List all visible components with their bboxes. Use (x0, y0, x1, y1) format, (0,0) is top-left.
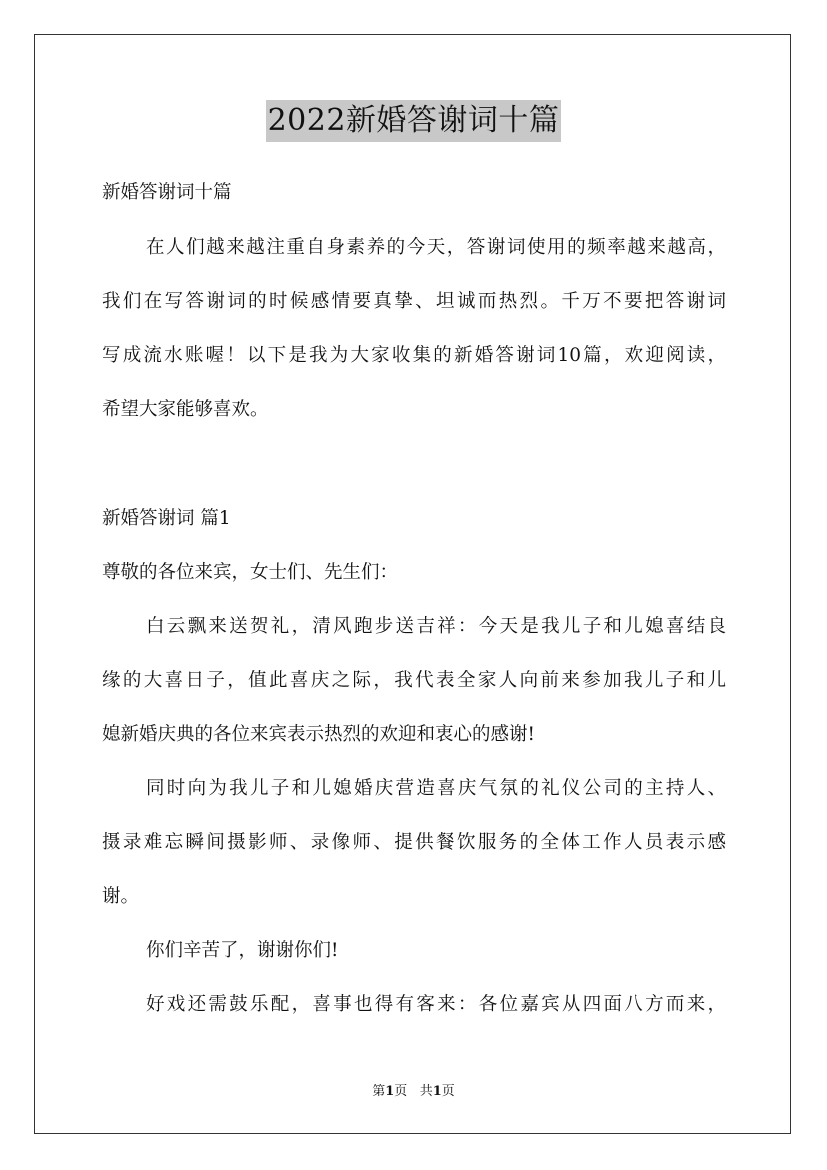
footer-total-number: 1 (432, 1084, 442, 1099)
para1-line-2: 缘的大喜日子，值此喜庆之际，我代表全家人向前来参加我儿子和儿 (102, 670, 726, 691)
page-footer (0, 1084, 827, 1100)
para1-line-3: 媳新婚庆典的各位来宾表示热烈的欢迎和衷心的感谢! (102, 724, 535, 745)
para2-line-3: 谢。 (102, 886, 140, 907)
para2-line-2: 摄录难忘瞬间摄影师、录像师、提供餐饮服务的全体工作人员表示感 (102, 832, 726, 853)
intro-line-3: 写成流水账喔！以下是我为大家收集的新婚答谢词10篇，欢迎阅读， (102, 345, 726, 366)
intro-line-1: 在人们越来越注重自身素养的今天，答谢词使用的频率越来越高， (146, 237, 726, 258)
salutation: 尊敬的各位来宾，女士们、先生们： (102, 562, 399, 583)
section-heading: 新婚答谢词 篇1 (102, 508, 231, 529)
footer-total-prefix: 共 (419, 1084, 433, 1099)
para1-line-1: 白云飘来送贺礼，清风跑步送吉祥：今天是我儿子和儿媳喜结良 (146, 616, 726, 637)
document-title: 2022新婚答谢词十篇 (266, 100, 562, 142)
footer-total-suffix: 页 (441, 1084, 455, 1099)
intro-line-2: 我们在写答谢词的时候感情要真挚、坦诚而热烈。千万不要把答谢词 (102, 291, 726, 312)
para4-line-1: 好戏还需鼓乐配，喜事也得有客来：各位嘉宾从四面八方而来， (146, 994, 726, 1015)
para3: 你们辛苦了，谢谢你们! (146, 940, 339, 961)
intro-line-4: 希望大家能够喜欢。 (102, 399, 269, 420)
title-wrap (0, 100, 827, 142)
footer-page-suffix: 页 (394, 1084, 408, 1099)
subtitle: 新婚答谢词十篇 (102, 182, 232, 203)
para2-line-1: 同时向为我儿子和儿媳婚庆营造喜庆气氛的礼仪公司的主持人、 (146, 778, 726, 799)
footer-page-prefix: 第 (372, 1084, 386, 1099)
footer-page-number: 1 (385, 1084, 395, 1099)
